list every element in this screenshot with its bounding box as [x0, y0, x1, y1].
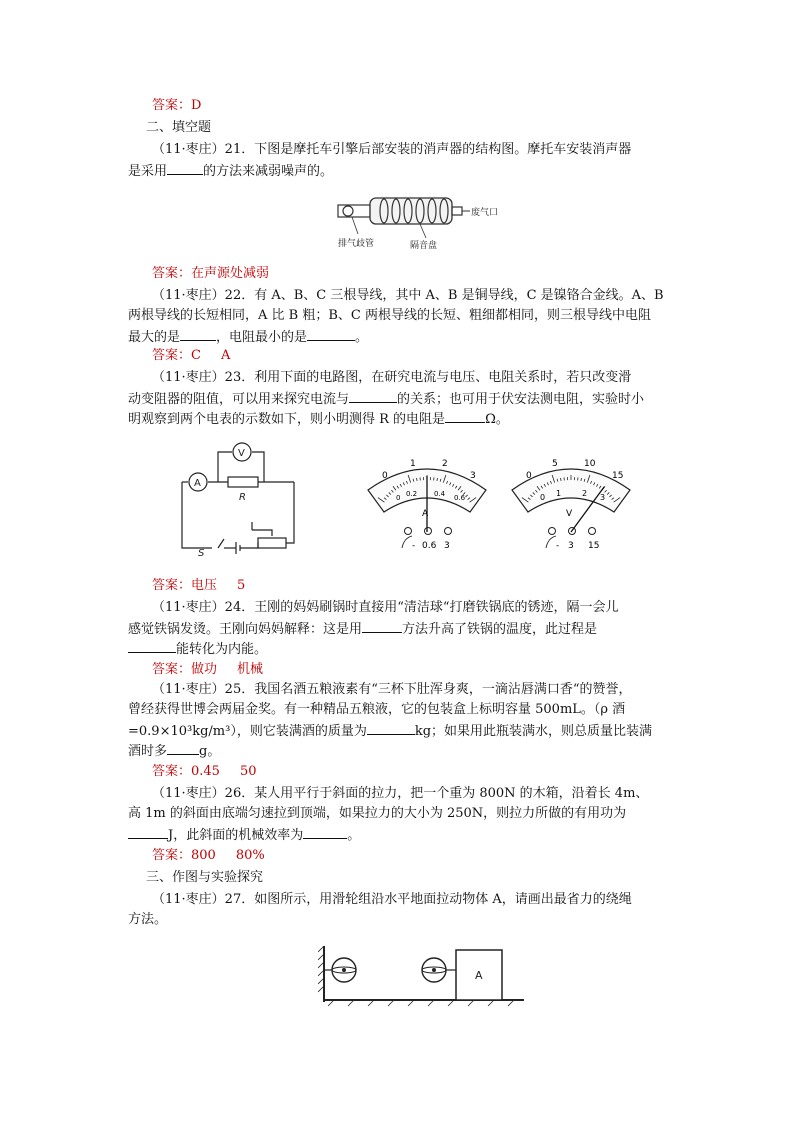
ammeter-bottom-1: 0.2 [406, 490, 418, 498]
voltmeter-term-1: 3 [568, 541, 574, 551]
ammeter-bottom-2: 0.4 [434, 490, 446, 498]
voltmeter-unit: V [566, 509, 573, 519]
voltmeter-term-2: 15 [588, 541, 600, 551]
blank [167, 160, 203, 175]
ammeter-top-3: 3 [470, 471, 476, 481]
muffler-figure [330, 192, 500, 254]
ammeter-top-1: 1 [410, 459, 416, 469]
plate-label: 隔音盘 [410, 241, 438, 251]
blank [180, 326, 216, 341]
ammeter-dial [362, 452, 492, 554]
circuit-voltmeter-label: V [238, 448, 245, 459]
q22-line2: 两根导线的长短相同，A 比 B 粗；B、C 两根导线的长短、粗细都相同，则三根导线中电阻 [128, 308, 651, 323]
blank [362, 618, 402, 633]
ammeter-term-0: - [412, 541, 416, 551]
q21-line1: （11·枣庄）21．下图是摩托车引擎后部安装的消声器的结构图。摩托车安装消声器 [152, 142, 632, 157]
ammeter-top-0: 0 [382, 471, 388, 481]
q25-line3: =0.9×10³kg/m³），则它装满酒的质量为 kg；如果用此瓶装满水，则总质量比装满 [128, 720, 688, 740]
blank [307, 326, 355, 341]
q26-line2: 高 1m 的斜面由底端匀速拉到顶端，如果拉力的大小为 250N，则拉力所做的有用功为 [128, 806, 627, 821]
voltmeter-bottom-1: 1 [556, 489, 562, 498]
answer-22: 答案：C A [152, 348, 231, 363]
manifold-label: 排气歧管 [338, 239, 375, 249]
q22-line3: 最大的是 ，电阻最小的是 。 [128, 326, 688, 346]
voltmeter-top-0: 0 [526, 471, 532, 481]
resistor-symbol [228, 477, 258, 487]
voltmeter-bottom-0: 0 [540, 493, 546, 502]
rheostat [258, 538, 286, 548]
q23-line1: （11·枣庄）23．利用下面的电路图，在研究电流与电压、电阻关系时，若只改变滑 [152, 370, 632, 385]
q24-line1: （11·枣庄）24．王刚的妈妈刷锅时直接用“清洁球“打磨铁锅底的锈迹，隔一会儿 [152, 600, 619, 615]
q22-line1: （11·枣庄）22．有 A、B、C 三根导线，其中 A、B 是铜导线，C 是镍铬合金线。A、B [152, 288, 664, 303]
blank [128, 638, 176, 653]
q27-line1: （11·枣庄）27．如图所示，用滑轮组沿水平地面拉动物体 A，请画出最省力的绕绳 [152, 892, 632, 907]
voltmeter-top-3: 15 [612, 471, 624, 481]
answer-20: 答案：D [152, 98, 202, 113]
blank [349, 388, 397, 403]
blank [445, 408, 485, 423]
q25-line2: 曾经获得世博会两届金奖。有一种精品五粮液，它的包装盒上标明容量 500mL。（ρ 酒 [128, 702, 626, 717]
circuit-resistor-label: R [239, 492, 246, 503]
q25-line4: 酒时多 g。 [128, 740, 688, 760]
scale-tick [561, 478, 562, 481]
voltmeter-dial [506, 452, 636, 554]
answer-21: 答案：在声源处减弱 [152, 266, 270, 281]
ammeter-term-1: 0.6 [422, 541, 437, 551]
q23-line2: 动变阻器的阻值，可以用来探究电流与 的关系；也可用于伏安法测电阻，实验时小 [128, 388, 688, 408]
ammeter-unit: A [422, 509, 429, 519]
scale-tick [581, 478, 582, 481]
ammeter-top-2: 2 [442, 459, 448, 469]
answer-24: 答案：做功 机械 [152, 662, 264, 677]
blank [303, 824, 347, 839]
voltmeter-top-2: 10 [584, 459, 596, 469]
circuit-diagram [172, 434, 306, 560]
switch-blade [218, 539, 224, 548]
q21-line2: 是采用 的方法来减弱噪声的。 [128, 160, 688, 180]
blank [128, 824, 168, 839]
ammeter-bottom-3: 0.6 [454, 494, 466, 502]
ammeter-term-2: 3 [444, 541, 450, 551]
section-fill-in: 二、填空题 [146, 120, 212, 135]
block-a-label: A [475, 969, 483, 982]
voltmeter-bottom-2: 2 [582, 489, 588, 498]
q24-line2: 感觉铁锅发烫。王刚向妈妈解释：这是用 方法升高了铁锅的温度，此过程是 [128, 618, 688, 638]
blank [367, 720, 415, 735]
pulley-figure [318, 942, 530, 1008]
q26-line1: （11·枣庄）26．某人用平行于斜面的拉力，把一个重为 800N 的木箱，沿着长 4m、 [152, 786, 649, 801]
voltmeter-bottom-3: 3 [600, 493, 606, 502]
q23-line3: 明观察到两个电表的示数如下，则小明测得 R 的电阻是 Ω。 [128, 408, 688, 428]
voltmeter-top-1: 5 [552, 459, 558, 469]
q27-line2: 方法。 [128, 912, 168, 927]
voltmeter-term-0: - [556, 541, 560, 551]
q26-line3: J，此斜面的机械效率为 。 [128, 824, 688, 844]
answer-26: 答案：800 80% [152, 848, 265, 863]
scale-tick [437, 478, 438, 481]
circuit-ammeter-label: A [194, 478, 201, 489]
q24-line3: 能转化为内能。 [128, 638, 688, 658]
answer-25: 答案：0.45 50 [152, 764, 257, 779]
blank [167, 740, 199, 755]
answer-23: 答案：电压 5 [152, 578, 246, 593]
q25-line1: （11·枣庄）25．我国名酒五粮液素有“三杯下肚浑身爽，一滴沾唇满口香“的赞誉， [152, 682, 632, 697]
ammeter-bottom-0: 0 [396, 494, 401, 502]
exhaust-outlet-label: 废气口 [471, 208, 499, 218]
section-drawing: 三、作图与实验探究 [146, 870, 264, 885]
scale-tick [417, 478, 418, 481]
circuit-switch-label: S [198, 548, 205, 559]
